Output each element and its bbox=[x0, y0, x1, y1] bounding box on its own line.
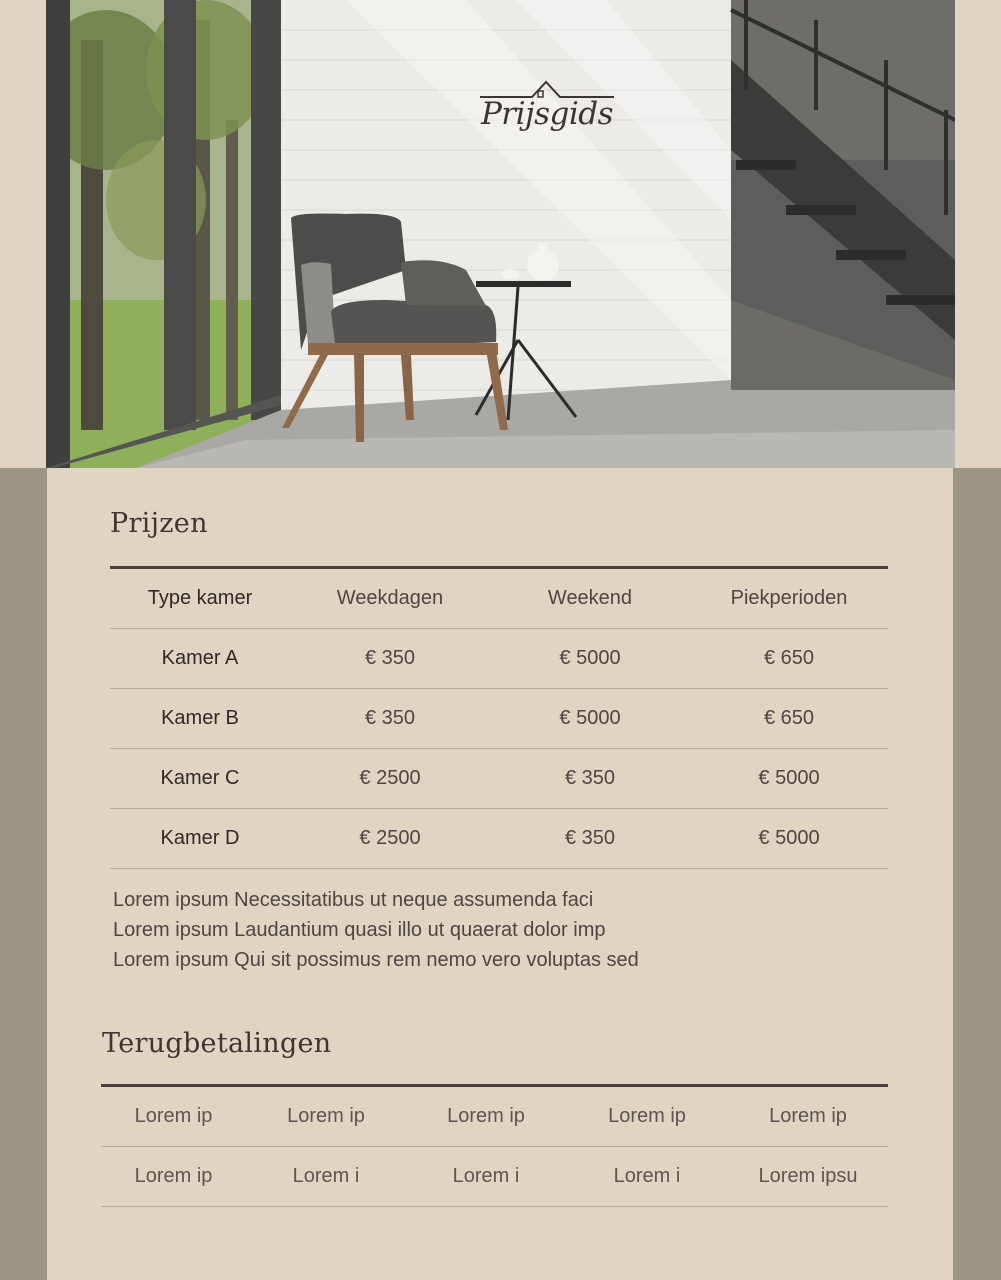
refunds-table bbox=[101, 1084, 888, 1207]
room-name: Kamer B bbox=[161, 707, 239, 729]
price-weekdays: € 2500 bbox=[359, 827, 421, 849]
price-peak: € 650 bbox=[763, 647, 815, 669]
table-row bbox=[110, 809, 888, 869]
refund-cell: Lorem ip bbox=[447, 1105, 525, 1127]
refund-cell: Lorem i bbox=[452, 1165, 520, 1187]
table-row bbox=[110, 629, 888, 689]
refunds-title: Terugbetalingen bbox=[102, 1028, 332, 1059]
header-peak: Piekperioden bbox=[730, 587, 848, 609]
price-weekend: € 350 bbox=[564, 827, 616, 849]
notes-block bbox=[113, 885, 639, 975]
refund-cell: Lorem ip bbox=[134, 1165, 213, 1187]
price-peak: € 5000 bbox=[758, 767, 820, 789]
room-name: Kamer C bbox=[160, 767, 240, 789]
room-name: Kamer A bbox=[161, 647, 239, 669]
header-weekdays: Weekdagen bbox=[336, 587, 444, 609]
prices-title: Prijzen bbox=[110, 508, 208, 539]
price-weekdays: € 2500 bbox=[359, 767, 421, 789]
price-weekend: € 5000 bbox=[559, 647, 621, 669]
price-peak: € 5000 bbox=[758, 827, 820, 849]
price-weekdays: € 350 bbox=[364, 647, 416, 669]
price-weekend: € 350 bbox=[564, 767, 616, 789]
refund-cell: Lorem ip bbox=[769, 1105, 847, 1127]
header-room-type: Type kamer bbox=[147, 587, 253, 609]
hero-image bbox=[46, 0, 955, 468]
note-line: Lorem ipsum Qui sit possimus rem nemo vero voluptas sed bbox=[113, 949, 639, 971]
interior-illustration bbox=[46, 0, 955, 468]
logo bbox=[472, 78, 622, 148]
table-row bbox=[101, 1087, 888, 1147]
refund-cell: Lorem ipsu bbox=[758, 1165, 858, 1187]
price-weekend: € 5000 bbox=[559, 707, 621, 729]
logo-text: Prijsgids bbox=[480, 96, 614, 132]
refund-cell: Lorem ip bbox=[608, 1105, 686, 1127]
table-row bbox=[110, 749, 888, 809]
price-weekdays: € 350 bbox=[364, 707, 416, 729]
prices-header-row bbox=[110, 569, 888, 629]
header-weekend: Weekend bbox=[547, 587, 633, 609]
table-row bbox=[110, 689, 888, 749]
note-line: Lorem ipsum Laudantium quasi illo ut quaerat dolor imp bbox=[113, 919, 606, 941]
refund-cell: Lorem ip bbox=[134, 1105, 213, 1127]
refund-cell: Lorem i bbox=[292, 1165, 360, 1187]
refund-cell: Lorem ip bbox=[287, 1105, 365, 1127]
table-row bbox=[101, 1147, 888, 1207]
refund-cell: Lorem i bbox=[613, 1165, 681, 1187]
room-name: Kamer D bbox=[160, 827, 240, 849]
prices-table bbox=[110, 566, 888, 869]
price-peak: € 650 bbox=[763, 707, 815, 729]
note-line: Lorem ipsum Necessitatibus ut neque assumenda faci bbox=[113, 889, 594, 911]
